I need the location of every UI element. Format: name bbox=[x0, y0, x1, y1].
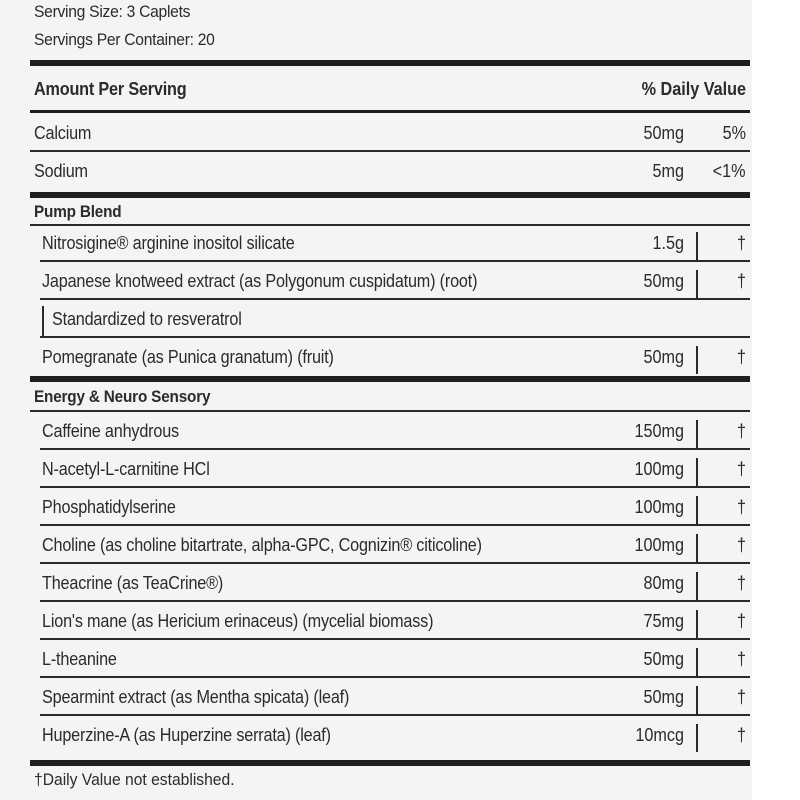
ingredient-amount: 10mcg bbox=[635, 725, 684, 745]
column-divider bbox=[696, 572, 698, 600]
row-divider bbox=[40, 298, 750, 300]
column-divider bbox=[696, 232, 698, 260]
nutrient-name: Sodium bbox=[34, 161, 88, 181]
ingredient-dv: † bbox=[736, 497, 746, 517]
ingredient-name: Nitrosigine® arginine inositol silicate bbox=[42, 233, 295, 253]
ingredient-name: Pomegranate (as Punica granatum) (fruit) bbox=[42, 347, 334, 367]
section-title: Energy & Neuro Sensory bbox=[34, 387, 211, 406]
thick-divider bbox=[30, 760, 750, 766]
ingredient-amount: 75mg bbox=[643, 611, 684, 631]
sub-item-indent-bar bbox=[42, 306, 44, 336]
ingredient-name: Phosphatidylserine bbox=[42, 497, 176, 517]
ingredient-name: L-theanine bbox=[42, 649, 117, 669]
pump-blend-heading-row bbox=[30, 198, 750, 226]
column-divider bbox=[696, 346, 698, 374]
ingredient-name: Huperzine-A (as Huperzine serrata) (leaf) bbox=[42, 725, 331, 745]
ingredient-amount: 50mg bbox=[643, 649, 684, 669]
ingredient-dv: † bbox=[736, 233, 746, 253]
row-divider bbox=[30, 410, 750, 412]
ingredient-dv: † bbox=[736, 421, 746, 441]
ingredient-name: Caffeine anhydrous bbox=[42, 421, 179, 441]
column-divider bbox=[696, 724, 698, 752]
table-row bbox=[30, 302, 750, 338]
table-row bbox=[30, 528, 750, 564]
ingredient-amount: 100mg bbox=[634, 535, 684, 555]
daily-value-label: % Daily Value bbox=[641, 79, 746, 99]
table-row bbox=[30, 718, 750, 754]
supplement-facts-panel bbox=[30, 0, 750, 800]
ingredient-dv: † bbox=[736, 459, 746, 479]
footnote: †Daily Value not established. bbox=[34, 770, 235, 789]
column-divider bbox=[696, 648, 698, 676]
ingredient-dv: † bbox=[736, 347, 746, 367]
ingredient-dv: † bbox=[736, 649, 746, 669]
table-row bbox=[30, 604, 750, 640]
column-divider bbox=[696, 420, 698, 448]
table-row bbox=[30, 566, 750, 602]
ingredient-dv: † bbox=[736, 611, 746, 631]
ingredient-amount: 100mg bbox=[634, 459, 684, 479]
table-row bbox=[30, 116, 750, 152]
row-divider bbox=[40, 524, 750, 526]
serving-size: Serving Size: 3 Caplets bbox=[34, 2, 191, 21]
ingredient-dv: † bbox=[736, 535, 746, 555]
page-edge bbox=[752, 0, 800, 800]
nutrient-dv: 5% bbox=[722, 123, 746, 143]
table-row bbox=[30, 226, 750, 262]
row-divider bbox=[30, 150, 750, 152]
table-row bbox=[30, 490, 750, 526]
ingredient-amount: 100mg bbox=[634, 497, 684, 517]
nutrient-amount: 50mg bbox=[643, 123, 684, 143]
table-row bbox=[30, 340, 750, 376]
header-divider bbox=[30, 110, 750, 113]
row-divider bbox=[40, 562, 750, 564]
table-row bbox=[30, 642, 750, 678]
row-divider bbox=[40, 676, 750, 678]
row-divider bbox=[40, 448, 750, 450]
ingredient-amount: 50mg bbox=[643, 271, 684, 291]
ingredient-dv: † bbox=[736, 271, 746, 291]
servings-per-container: Servings Per Container: 20 bbox=[34, 30, 215, 49]
row-divider bbox=[40, 638, 750, 640]
table-row bbox=[30, 452, 750, 488]
ingredient-amount: 50mg bbox=[643, 347, 684, 367]
ingredient-dv: † bbox=[736, 687, 746, 707]
thick-divider bbox=[30, 60, 750, 66]
table-row bbox=[30, 264, 750, 300]
ingredient-dv: † bbox=[736, 725, 746, 745]
ingredient-name: Theacrine (as TeaCrine®) bbox=[42, 573, 224, 593]
table-header-row bbox=[30, 72, 750, 108]
ingredient-name: Japanese knotweed extract (as Polygonum cuspidatum) (root) bbox=[42, 271, 478, 291]
energy-heading-row bbox=[30, 382, 750, 412]
ingredient-name: N-acetyl-L-carnitine HCl bbox=[42, 459, 210, 479]
row-divider bbox=[40, 714, 750, 716]
column-divider bbox=[696, 270, 698, 298]
amount-per-serving-label: Amount Per Serving bbox=[34, 79, 187, 99]
table-row bbox=[30, 680, 750, 716]
row-divider bbox=[40, 260, 750, 262]
ingredient-note: Standardized to resveratrol bbox=[52, 309, 242, 329]
nutrient-name: Calcium bbox=[34, 123, 92, 143]
ingredient-amount: 1.5g bbox=[652, 233, 684, 253]
row-divider bbox=[40, 600, 750, 602]
ingredient-name: Lion's mane (as Hericium erinaceus) (mycelial biomass) bbox=[42, 611, 434, 631]
column-divider bbox=[696, 610, 698, 638]
ingredient-dv: † bbox=[736, 573, 746, 593]
column-divider bbox=[696, 458, 698, 486]
column-divider bbox=[696, 534, 698, 562]
ingredient-name: Choline (as choline bitartrate, alpha-GPC, Cognizin® citicoline) bbox=[42, 535, 482, 555]
nutrient-dv: <1% bbox=[713, 161, 746, 181]
column-divider bbox=[696, 496, 698, 524]
row-divider bbox=[40, 486, 750, 488]
section-title: Pump Blend bbox=[34, 202, 122, 221]
table-row bbox=[30, 154, 750, 190]
column-divider bbox=[696, 686, 698, 714]
table-row bbox=[30, 414, 750, 450]
row-divider bbox=[40, 336, 750, 338]
ingredient-amount: 80mg bbox=[643, 573, 684, 593]
ingredient-name: Spearmint extract (as Mentha spicata) (leaf) bbox=[42, 687, 350, 707]
ingredient-amount: 50mg bbox=[643, 687, 684, 707]
nutrient-amount: 5mg bbox=[652, 161, 684, 181]
ingredient-amount: 150mg bbox=[634, 421, 684, 441]
